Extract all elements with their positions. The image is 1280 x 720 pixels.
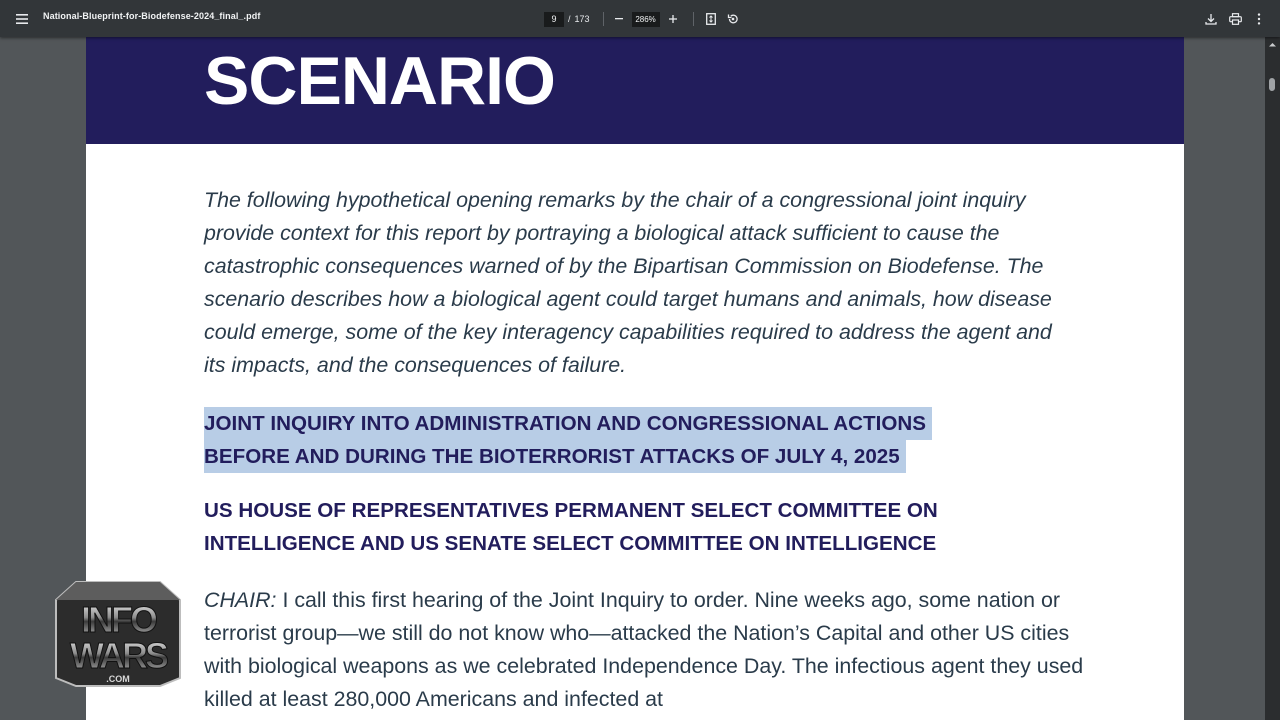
committee-heading: US HOUSE OF REPRESENTATIVES PERMANENT SELECT COMMITTEE ON INTELLIGENCE AND US SENATE SELECT COMMITTEE ON INTELLIGENCE	[204, 499, 938, 555]
more-options-icon[interactable]	[1250, 10, 1268, 28]
infowars-watermark-logo	[54, 578, 182, 688]
intro-paragraph: The following hypothetical opening remarks by the chair of a congressional joint inquiry provide context for this report by portraying a biological attack sufficient to cause the catastrophic consequences warned of by the Bipartisan Commission on Biodefense. The scenario describes how a biological agent could target humans and animals, how disease could emerge, some of the key interagency capabilities required to address the agent and its impacts, and the consequences of failure.	[204, 188, 1052, 377]
watermark-text-bottom: WARS	[70, 635, 166, 676]
highlighted-heading-line: BEFORE AND DURING THE BIOTERRORIST ATTACKS OF JULY 4, 2025	[204, 440, 906, 473]
watermark-suffix: .COM	[106, 674, 130, 684]
toolbar-actions	[1202, 10, 1268, 28]
page-number-input[interactable]	[544, 12, 564, 27]
highlighted-heading-line: JOINT INQUIRY INTO ADMINISTRATION AND CONGRESSIONAL ACTIONS	[204, 407, 932, 440]
scroll-up-arrow-icon[interactable]	[1268, 40, 1277, 49]
chair-label: CHAIR:	[204, 588, 277, 612]
document-title: National-Blueprint-for-Biodefense-2024_final_.pdf	[43, 11, 261, 21]
section-title: SCENARIO	[204, 43, 555, 119]
menu-icon[interactable]	[12, 9, 32, 29]
total-pages: 173	[574, 14, 590, 24]
chair-statement: I call this first hearing of the Joint Inquiry to order. Nine weeks ago, some nation or terrorist group—we still do not know who—attacked the Nation’s Capital and other US cities with biological weapons as we celebrated Independence Day. The infectious agent they used killed at least 280,000 Americans and infected at	[204, 588, 1084, 711]
section-banner	[86, 37, 1184, 144]
pdf-page	[86, 37, 1184, 720]
vertical-scrollbar[interactable]	[1265, 37, 1280, 720]
page-separator: /	[568, 14, 571, 24]
scroll-thumb[interactable]	[1269, 78, 1275, 91]
watermark-text-top: INFO	[81, 599, 155, 640]
page-zoom-controls	[544, 10, 742, 28]
pdf-toolbar	[0, 0, 1280, 37]
inquiry-heading	[204, 407, 1004, 473]
toolbar-divider	[693, 12, 694, 26]
zoom-out-icon[interactable]	[612, 10, 626, 28]
rotate-icon[interactable]	[724, 10, 742, 28]
print-icon[interactable]	[1226, 10, 1244, 28]
download-icon[interactable]	[1202, 10, 1220, 28]
document-viewport[interactable]	[0, 37, 1265, 720]
zoom-level-input[interactable]	[632, 12, 660, 27]
chair-paragraph	[204, 584, 1084, 716]
fit-page-icon[interactable]	[702, 10, 720, 28]
toolbar-divider	[603, 12, 604, 26]
zoom-in-icon[interactable]	[666, 10, 680, 28]
